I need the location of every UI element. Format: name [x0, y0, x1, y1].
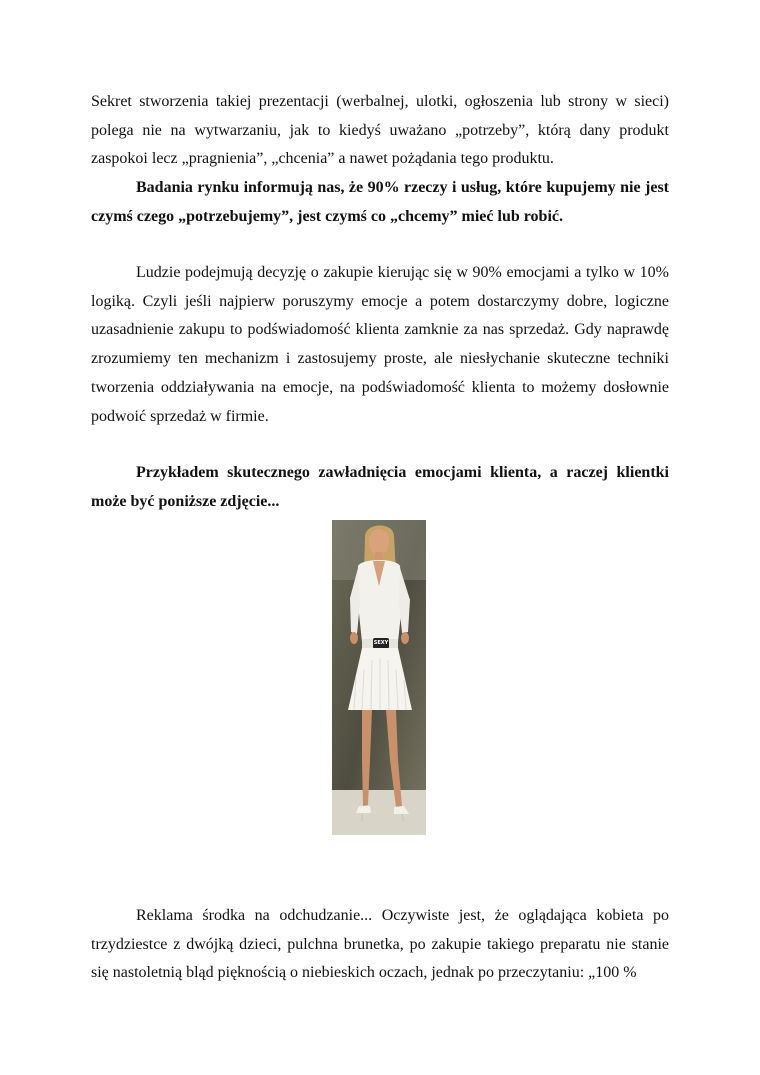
woman-in-white-dress-photo	[332, 520, 426, 835]
paragraph-example-intro: Przykładem skutecznego zawładnięcia emocjami klienta, a raczej klientki może być poniższe zdjęcie...	[91, 464, 669, 510]
paragraph-slimming-ad: Reklama środka na odchudzanie... Oczywiste jest, że oglądająca kobieta po trzydziestce z dwójką dzieci, pulchna brunetka, po zakupie takiego preparatu nie stanie się nastoletnią bląd pięknością o niebieskich oczach, jednak po przeczytaniu: „100 %	[91, 907, 669, 982]
paragraph-intro: Sekret stworzenia takiej prezentacji (werbalnej, ulotki, ogłoszenia lub strony w sieci) polega nie na wytwarzaniu, jak to kiedyś uważano „potrzeby”, którą dany produkt zaspokoi lecz „pragnienia”, „chcenia” a nawet pożądania tego produktu.	[91, 93, 669, 168]
paragraph-emotions-logic: Ludzie podejmują decyzję o zakupie kierując się w 90% emocjami a tylko w 10% logiką. Czyli jeśli najpierw poruszymy emocje a potem dostarczymy dobre, logiczne uzasadnienie zakupu to podświadomość klienta zamknie za nas sprzedaż. Gdy naprawdę zrozumiemy ten mechanizm i zastosujemy proste, ale niesłychanie skuteczne techniki tworzenia oddziaływania na emocje, na podświadomość klienta to możemy dosłownie podwoić sprzedaż w firmie.	[91, 264, 669, 425]
belt-buckle-text: SEXY	[373, 640, 389, 646]
paragraph-market-research: Badania rynku informują nas, że 90% rzeczy i usług, które kupujemy nie jest czymś czego „potrzebujemy”, jest czymś co „chcemy” mieć lub robić.	[91, 179, 669, 225]
